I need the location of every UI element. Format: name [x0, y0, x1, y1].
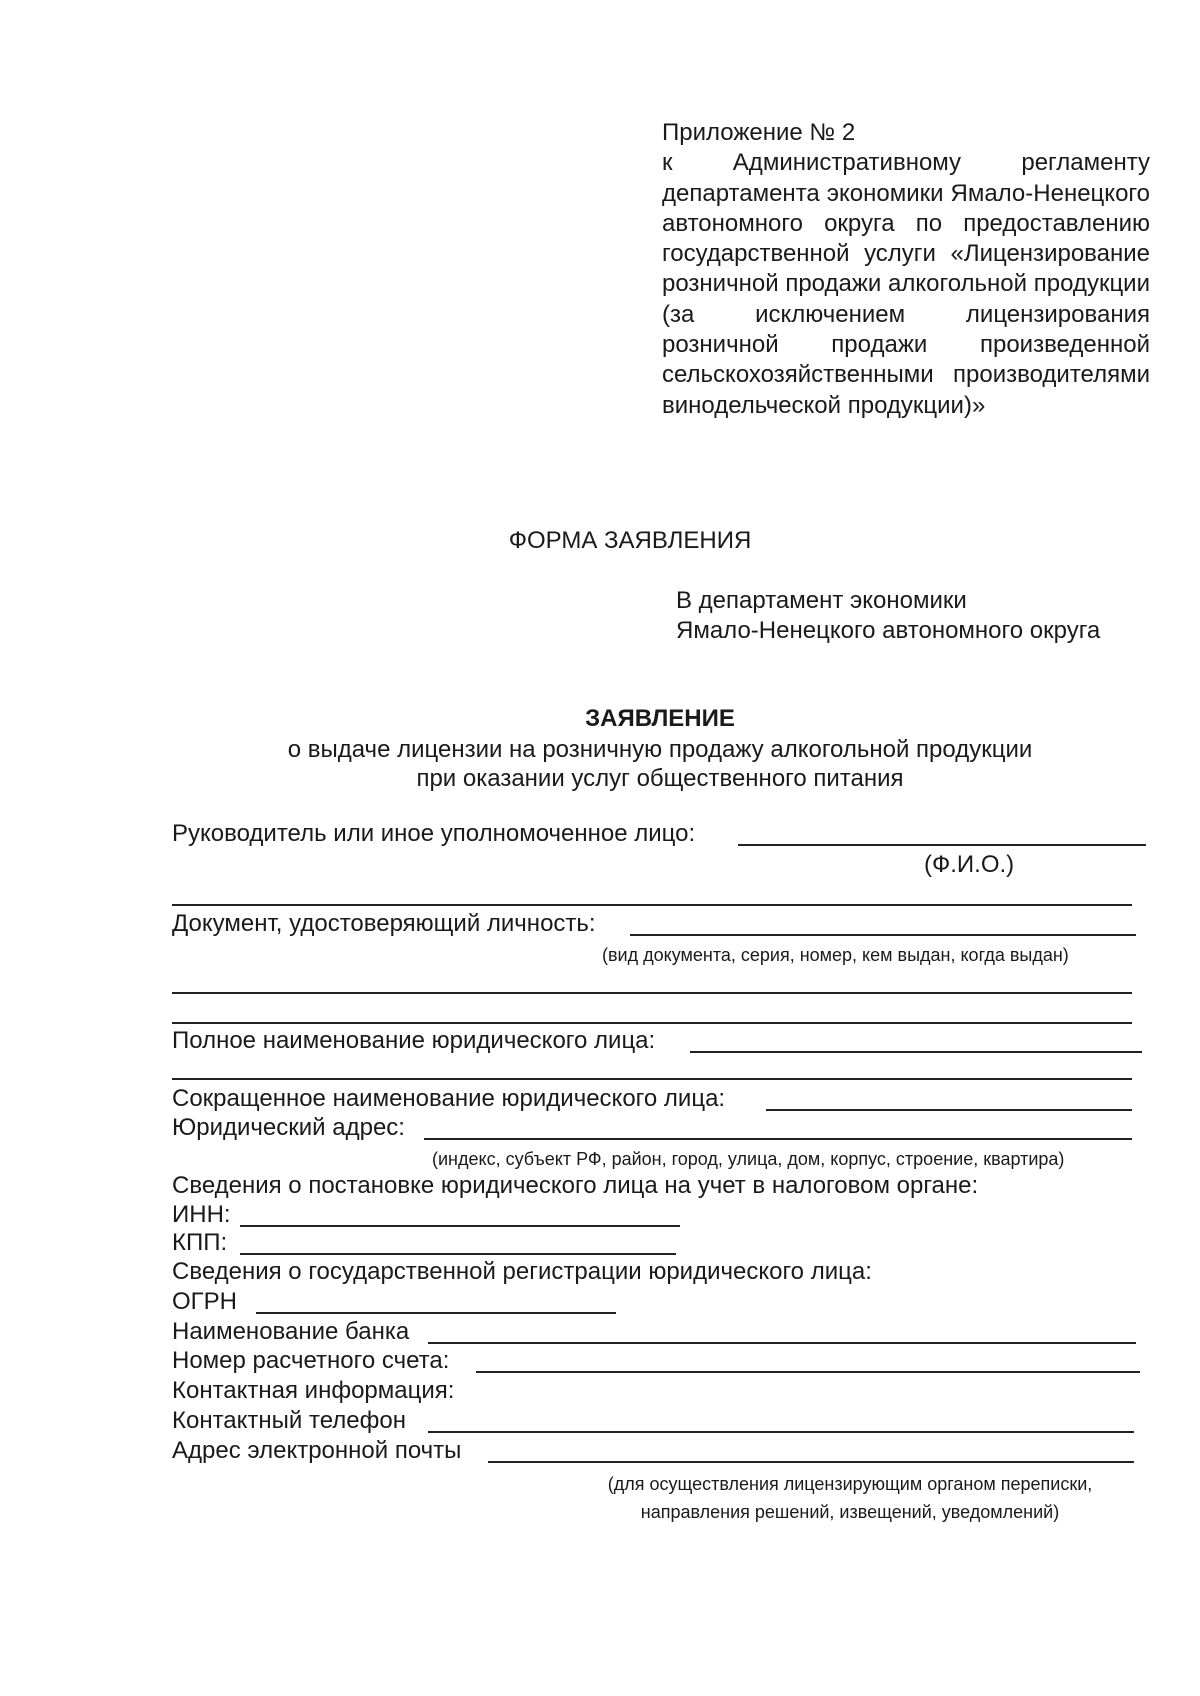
legal-address-field[interactable] [424, 1138, 1132, 1140]
recipient-block [676, 586, 1100, 646]
account-field[interactable] [476, 1371, 1140, 1373]
short-name-label: Сокращенное наименование юридического лица: [172, 1085, 726, 1112]
kpp-field[interactable] [240, 1253, 676, 1255]
id-doc-label: Документ, удостоверяющий личность: [172, 910, 596, 937]
statement-subtitle-line-2: при оказании услуг общественного питания [416, 765, 904, 792]
head-name-field[interactable] [738, 844, 1146, 846]
inn-field[interactable] [240, 1225, 680, 1227]
appendix-block [662, 118, 1150, 421]
id-doc-field-line-2[interactable] [172, 992, 1132, 994]
statement-subtitle [0, 735, 1200, 793]
full-name-field-line-2[interactable] [172, 1078, 1132, 1080]
state-reg-label: Сведения о государственной регистрации юридического лица: [172, 1258, 872, 1285]
id-doc-field-line-3[interactable] [172, 1022, 1132, 1024]
ogrn-field[interactable] [256, 1312, 616, 1314]
inn-label: ИНН: [172, 1201, 231, 1228]
head-name-field-continued[interactable] [172, 904, 1132, 906]
head-label: Руководитель или иное уполномоченное лицо: [172, 820, 696, 847]
ogrn-label: ОГРН [172, 1288, 238, 1315]
full-name-label: Полное наименование юридического лица: [172, 1027, 656, 1054]
legal-address-hint: (индекс, субъект РФ, район, город, улица, дом, корпус, строение, квартира) [432, 1149, 1065, 1169]
head-hint: (Ф.И.О.) [924, 851, 1015, 878]
recipient-line-2: Ямало-Ненецкого автономного округа [676, 617, 1101, 644]
id-doc-hint: (вид документа, серия, номер, кем выдан, когда выдан) [602, 945, 1069, 965]
short-name-field[interactable] [766, 1109, 1132, 1111]
email-hint-line-2: направления решений, извещений, уведомлений) [640, 1502, 1060, 1522]
appendix-title: Приложение № 2 [662, 119, 856, 146]
statement-subtitle-line-1: о выдаче лицензии на розничную продажу алкогольной продукции [287, 736, 1033, 763]
phone-field[interactable] [428, 1431, 1134, 1433]
bank-field[interactable] [428, 1342, 1136, 1344]
form-heading: ФОРМА ЗАЯВЛЕНИЯ [508, 527, 752, 554]
contact-info-label: Контактная информация: [172, 1377, 455, 1404]
email-hint-line-1: (для осуществления лицензирующим органом переписки, [607, 1474, 1093, 1494]
legal-address-label: Юридический адрес: [172, 1114, 405, 1141]
email-field[interactable] [488, 1461, 1134, 1463]
email-hint [540, 1470, 1160, 1526]
bank-label: Наименование банка [172, 1318, 410, 1345]
recipient-line-1: В департамент экономики [676, 587, 967, 614]
id-doc-field[interactable] [630, 934, 1136, 936]
full-name-field[interactable] [690, 1051, 1142, 1053]
phone-label: Контактный телефон [172, 1407, 406, 1434]
email-label: Адрес электронной почты [172, 1437, 462, 1464]
tax-info-label: Сведения о постановке юридического лица на учет в налоговом органе: [172, 1172, 979, 1199]
account-label: Номер расчетного счета: [172, 1347, 450, 1374]
statement-title: ЗАЯВЛЕНИЕ [585, 705, 735, 732]
appendix-text: к Административному регламенту департамента экономики Ямало-Ненецкого автономного округа по предоставлению государственной услуги «Лицензирование розничной продажи алкогольной продукции (за исключением лицензирования розничной продажи произведенной сельскохозяйственными производителями винодельческой продукции)» [662, 149, 1150, 419]
kpp-label: КПП: [172, 1229, 228, 1256]
